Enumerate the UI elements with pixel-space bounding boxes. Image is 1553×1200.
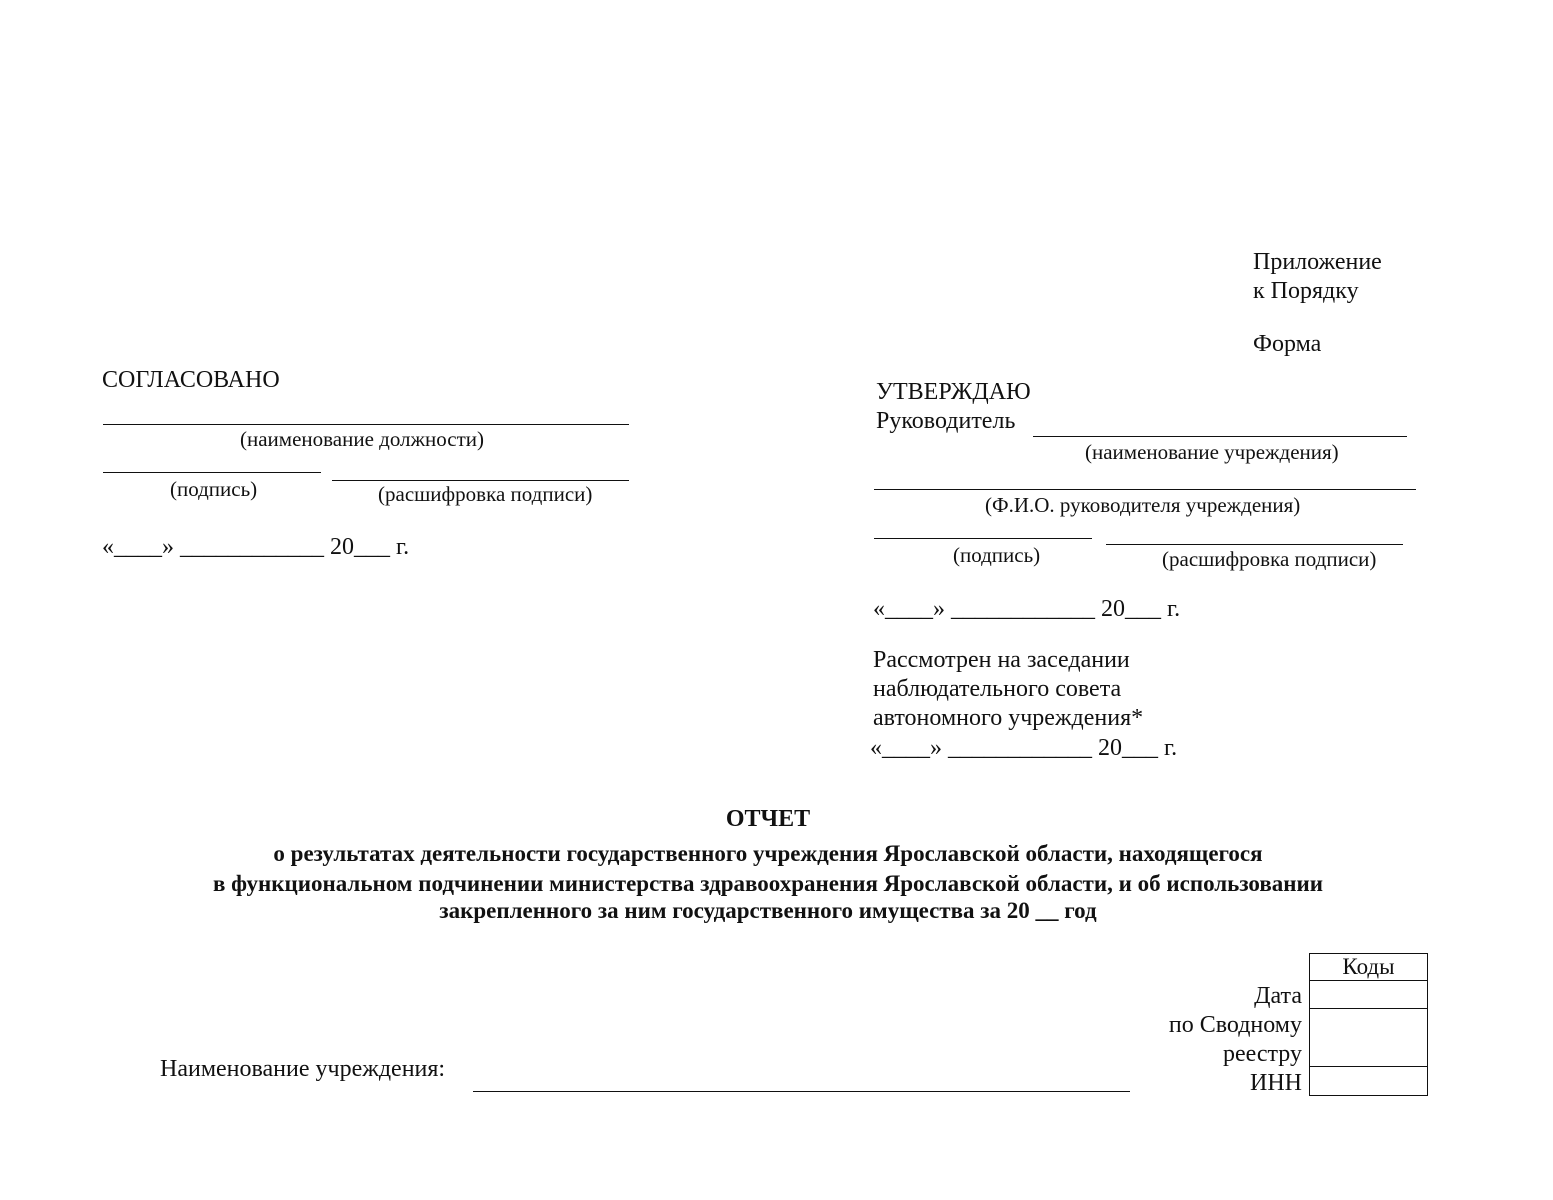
registry-code-label-1: по Сводному — [1168, 1012, 1302, 1038]
agreed-signature-caption: (подпись) — [170, 477, 258, 501]
position-caption: (наименование должности) — [240, 427, 485, 451]
approve-signature-line — [874, 538, 1092, 539]
head-label: Руководитель — [876, 408, 1016, 434]
agreed-signature-line — [103, 472, 321, 473]
council-line-3: автономного учреждения* — [873, 705, 1144, 731]
inn-code-cell[interactable] — [1310, 1067, 1428, 1096]
report-subtitle-line-2: в функциональном подчинении министерства здравоохранения Ярославской области, и об использовании — [212, 871, 1324, 896]
form-label: Форма — [1253, 331, 1322, 357]
institution-name-label: Наименование учреждения: — [160, 1056, 446, 1082]
approve-signature-caption: (подпись) — [953, 543, 1041, 567]
registry-code-label-2: реестру — [1222, 1041, 1302, 1067]
fio-line — [874, 489, 1416, 490]
codes-table — [1309, 953, 1428, 1096]
council-date-line: «____» ____________ 20___ г. — [870, 735, 1178, 761]
date-code-cell[interactable] — [1310, 981, 1428, 1009]
agreed-decoding-line — [332, 480, 629, 481]
approve-date-line: «____» ____________ 20___ г. — [873, 596, 1181, 622]
registry-code-cell[interactable] — [1310, 1009, 1428, 1067]
appendix-order-label: к Порядку — [1253, 278, 1359, 304]
institution-caption: (наименование учреждения) — [1085, 440, 1339, 464]
council-line-2: наблюдательного совета — [873, 676, 1122, 702]
agreed-decoding-caption: (расшифровка подписи) — [378, 482, 593, 506]
institution-name-line[interactable] — [473, 1091, 1130, 1092]
inn-code-label: ИНН — [1250, 1070, 1302, 1096]
council-line-1: Рассмотрен на заседании — [873, 647, 1130, 673]
agreed-date-line: «____» ____________ 20___ г. — [102, 534, 410, 560]
appendix-label: Приложение — [1253, 249, 1382, 275]
approve-decoding-line — [1106, 544, 1403, 545]
agreed-heading: СОГЛАСОВАНО — [102, 367, 280, 393]
report-title: ОТЧЕТ — [725, 806, 811, 832]
report-subtitle-line-3: закрепленного за ним государственного имущества за 20 __ год — [439, 898, 1097, 923]
report-subtitle-line-1: о результатах деятельности государственного учреждения Ярославской области, находящегося — [273, 841, 1263, 866]
institution-line — [1033, 436, 1407, 437]
codes-header: Коды — [1310, 954, 1428, 981]
approve-decoding-caption: (расшифровка подписи) — [1162, 547, 1377, 571]
fio-caption: (Ф.И.О. руководителя учреждения) — [985, 493, 1301, 517]
approve-heading: УТВЕРЖДАЮ — [876, 379, 1031, 405]
position-line — [103, 424, 629, 425]
date-code-label: Дата — [1254, 983, 1302, 1009]
